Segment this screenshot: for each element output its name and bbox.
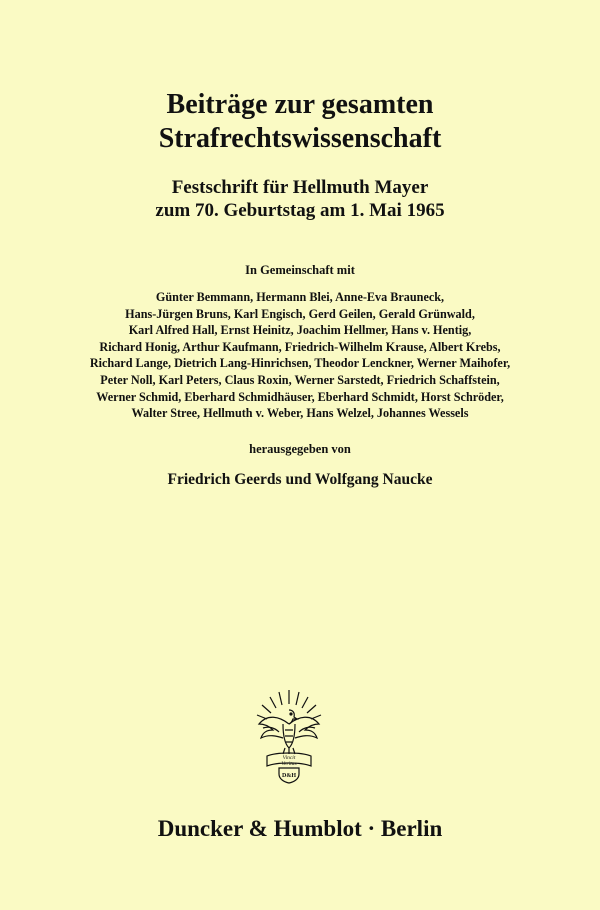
contributors-list bbox=[20, 289, 580, 422]
book-title bbox=[0, 88, 600, 156]
contributors-line: Karl Alfred Hall, Ernst Heinitz, Joachim Hellmer, Hans v. Hentig, bbox=[128, 323, 472, 338]
contributors-line: Walter Stree, Hellmuth v. Weber, Hans Welzel, Johannes Wessels bbox=[131, 406, 469, 421]
publisher-name: Duncker & Humblot · Berlin bbox=[157, 816, 443, 841]
book-title-line-1: Beiträge zur gesamten bbox=[166, 89, 434, 120]
in-association-label: In Gemeinschaft mit bbox=[245, 263, 355, 277]
contributors-line: Richard Lange, Dietrich Lang-Hinrichsen, Theodor Lenckner, Werner Maihofer, bbox=[89, 356, 511, 371]
book-subtitle-line-1: Festschrift für Hellmuth Mayer bbox=[171, 177, 429, 198]
emblem-motto-2: Veritas bbox=[281, 761, 297, 767]
book-title-line-2: Strafrechtswissenschaft bbox=[158, 123, 442, 154]
edited-by-label: herausgegeben von bbox=[249, 442, 351, 456]
emblem-motto-1: Vincit bbox=[282, 755, 296, 761]
contributors-line: Werner Schmid, Eberhard Schmidhäuser, Eberhard Schmidt, Horst Schröder, bbox=[96, 389, 504, 404]
book-subtitle bbox=[0, 176, 600, 222]
editors-names: Friedrich Geerds und Wolfgang Naucke bbox=[167, 471, 433, 488]
contributors-line: Peter Noll, Karl Peters, Claus Roxin, Werner Sarstedt, Friedrich Schaffstein, bbox=[100, 372, 500, 387]
book-subtitle-line-2: zum 70. Geburtstag am 1. Mai 1965 bbox=[155, 200, 445, 221]
eagle-emblem-icon bbox=[249, 686, 329, 784]
contributors-line: Richard Honig, Arthur Kaufmann, Friedrich-Wilhelm Krause, Albert Krebs, bbox=[99, 339, 501, 354]
contributors-line: Günter Bemmann, Hermann Blei, Anne-Eva Brauneck, bbox=[155, 290, 445, 304]
contributors-line: Hans-Jürgen Bruns, Karl Engisch, Gerd Geilen, Gerald Grünwald, bbox=[125, 306, 475, 321]
emblem-monogram: D&H bbox=[282, 773, 296, 779]
